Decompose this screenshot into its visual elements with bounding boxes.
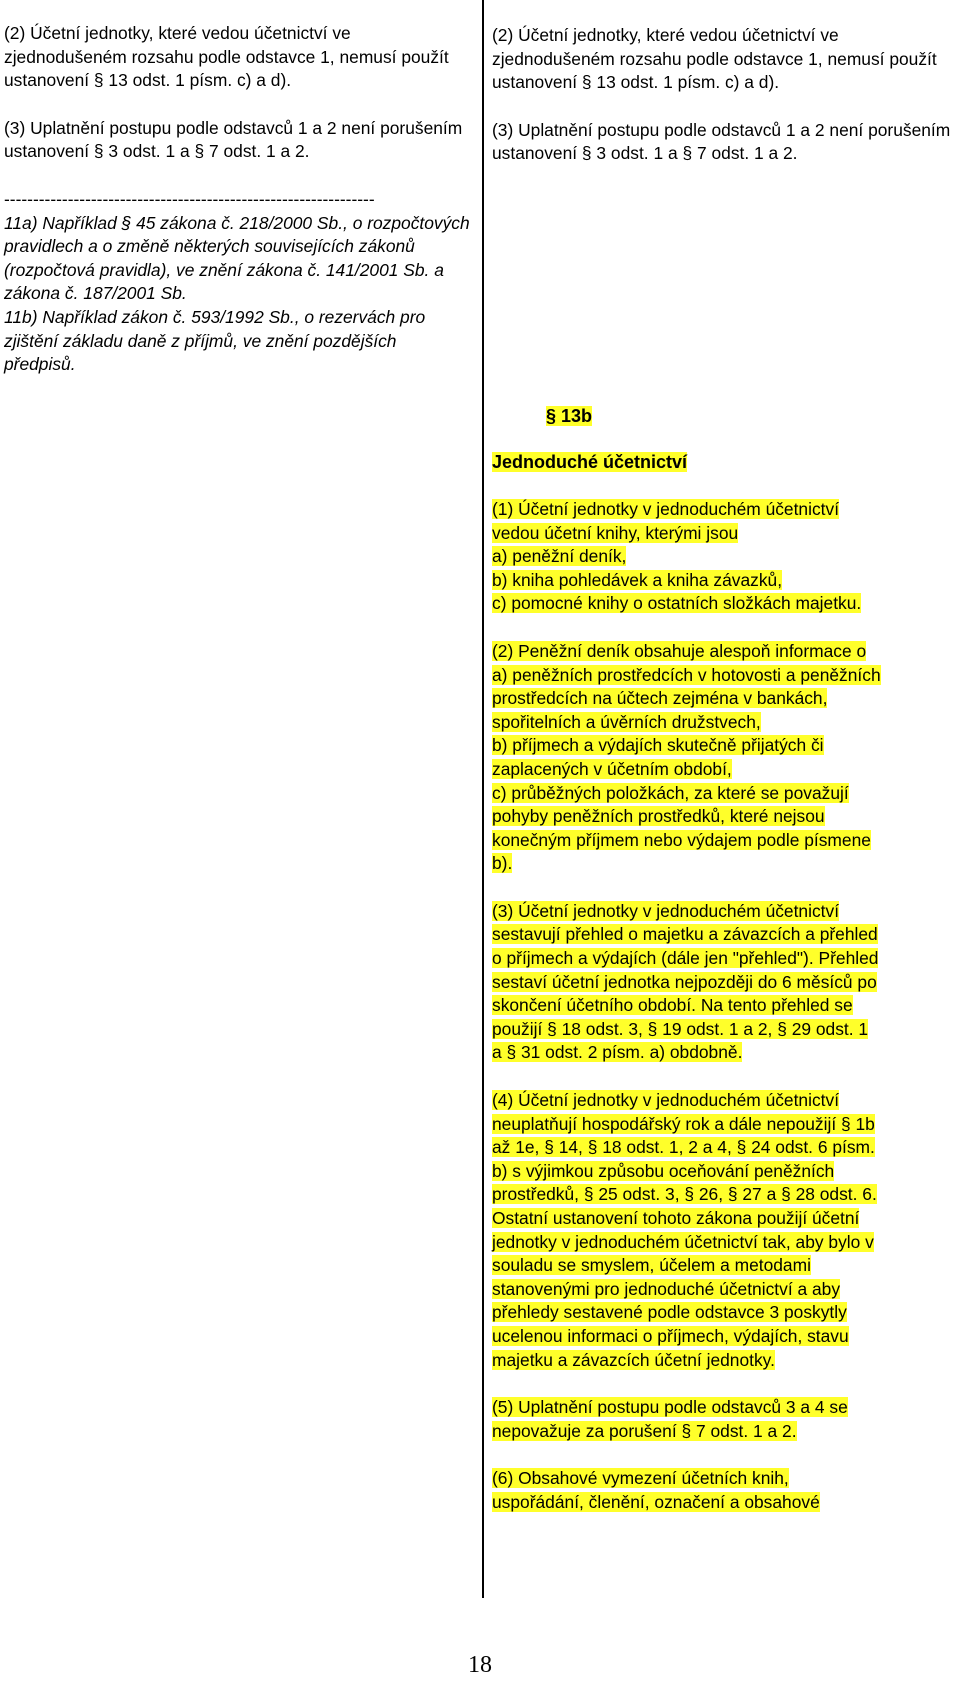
highlighted-line: sestaví účetní jednotka nejpozději do 6 měsíců po (492, 971, 877, 992)
highlighted-line: (1) Účetní jednotky v jednoduchém účetnictví (492, 498, 840, 519)
footnote-11a (4, 212, 472, 306)
highlighted-line: majetku a závazcích účetní jednotky. (492, 1349, 775, 1370)
highlighted-line: konečným příjmem nebo výdajem podle písmene (492, 829, 871, 850)
section-paragraph-3 (492, 900, 958, 1065)
highlighted-line: o příjmech a výdajích (dále jen "přehled"). Přehled (492, 948, 879, 969)
highlighted-line: souladu se smyslem, účelem a metodami (492, 1255, 811, 1276)
highlighted-line: a § 31 odst. 2 písm. a) obdobně. (492, 1042, 743, 1063)
right-column (492, 24, 958, 1515)
highlighted-line: (5) Uplatnění postupu podle odstavců 3 a 4 se (492, 1397, 848, 1418)
highlighted-line: b). (492, 853, 513, 874)
section-paragraph-6 (492, 1467, 958, 1514)
highlighted-line: sestavují přehled o majetku a závazcích a přehled (492, 924, 878, 945)
left-paragraph-3: (3) Uplatnění postupu podle odstavců 1 a 2 není porušením ustanovení § 3 odst. 1 a § 7 odst. 1 a 2. (4, 117, 463, 162)
left-paragraph-2: (2) Účetní jednotky, které vedou účetnictví ve zjednodušeném rozsahu podle odstavce 1, nemusí použít ustanovení § 13 odst. 1 písm. c) a d). (4, 23, 449, 91)
highlighted-line: uspořádání, členění, označení a obsahové (492, 1491, 820, 1512)
footnote-11b (4, 306, 472, 377)
highlighted-line: b) kniha pohledávek a kniha závazků, (492, 569, 783, 590)
highlighted-line: b) s výjimkou způsobu oceňování peněžních (492, 1160, 835, 1181)
highlighted-line: c) pomocné knihy o ostatních složkách majetku. (492, 593, 862, 614)
highlighted-line: stanovenými pro jednoduché účetnictví a aby (492, 1278, 841, 1299)
section-paragraph-4 (492, 1089, 958, 1372)
highlighted-line: spořitelních a úvěrních družstvech, (492, 711, 761, 732)
right-paragraph-2: (2) Účetní jednotky, které vedou účetnictví ve zjednodušeném rozsahu podle odstavce 1, nemusí použít ustanovení § 13 odst. 1 písm. c) a d). (492, 25, 937, 93)
highlighted-line: (6) Obsahové vymezení účetních knih, (492, 1468, 789, 1489)
highlighted-line: prostředků, § 25 odst. 3, § 26, § 27 a § 28 odst. 6. (492, 1184, 877, 1205)
highlighted-line: (2) Peněžní deník obsahuje alespoň informace o (492, 640, 867, 661)
footnote-separator: ---------------------------------------------------------------- (4, 188, 375, 209)
section-number: § 13b (546, 405, 593, 426)
highlighted-line: a) peněžní deník, (492, 546, 627, 567)
highlighted-line: vedou účetní knihy, kterými jsou (492, 522, 739, 543)
highlighted-line: neuplatňují hospodářský rok a dále nepoužijí § 1b (492, 1113, 875, 1134)
highlighted-line: až 1e, § 14, § 18 odst. 1, 2 a 4, § 24 odst. 6 písm. (492, 1137, 875, 1158)
highlighted-line: zaplacených v účetním období, (492, 758, 732, 779)
left-column (4, 22, 472, 377)
section-title: Jednoduché účetnictví (492, 451, 688, 472)
highlighted-line: Ostatní ustanovení tohoto zákona použijí účetní (492, 1208, 860, 1228)
highlighted-line: prostředcích na účtech zejména v bankách, (492, 688, 828, 709)
highlighted-line: přehledy sestavené podle odstavce 3 poskytly (492, 1302, 847, 1323)
highlighted-line: nepovažuje za porušení § 7 odst. 1 a 2. (492, 1420, 797, 1441)
highlighted-line: ucelenou informaci o příjmech, výdajích, stavu (492, 1325, 849, 1346)
highlighted-line: b) příjmech a výdajích skutečně přijatých či (492, 735, 824, 756)
footnote-11b-link[interactable]: 11b) Například zákon č. 593/1992 Sb. (4, 306, 295, 327)
footnote-11a-text: , o rozpočtových pravidlech a o změně některých souvisejících zákonů (rozpočtová pravidla), ve znění zákona č. 141/2001 Sb. a zákona č. 187/2001 Sb. (4, 212, 470, 304)
highlighted-line: (4) Účetní jednotky v jednoduchém účetnictví (492, 1090, 840, 1111)
highlighted-line: jednotky v jednoduchém účetnictví tak, aby bylo v (492, 1231, 874, 1252)
highlighted-line: pohyby peněžních prostředků, které nejsou (492, 806, 825, 827)
right-paragraph-3: (3) Uplatnění postupu podle odstavců 1 a 2 není porušením ustanovení § 3 odst. 1 a § 7 odst. 1 a 2. (492, 119, 951, 164)
highlighted-line: použijí § 18 odst. 3, § 19 odst. 1 a 2, § 29 odst. 1 (492, 1018, 869, 1039)
section-paragraph-5 (492, 1396, 958, 1443)
page-number: 18 (468, 1652, 492, 1678)
section-paragraph-1 (492, 498, 958, 616)
highlighted-line: skončení účetního období. Na tento přehled se (492, 995, 853, 1016)
highlighted-line: c) průběžných položkách, za které se považují (492, 782, 849, 803)
column-divider (482, 0, 484, 1598)
footnote-11a-link[interactable]: 11a) Například § 45 zákona č. 218/2000 Sb. (4, 212, 344, 233)
highlighted-line: a) peněžních prostředcích v hotovosti a peněžních (492, 664, 881, 685)
highlighted-line: (3) Účetní jednotky v jednoduchém účetnictví (492, 900, 840, 921)
footnote-11b-text: , o rezervách pro zjištění základu daně z příjmů, ve znění pozdějších předpisů. (4, 306, 426, 375)
section-paragraph-2 (492, 640, 958, 876)
